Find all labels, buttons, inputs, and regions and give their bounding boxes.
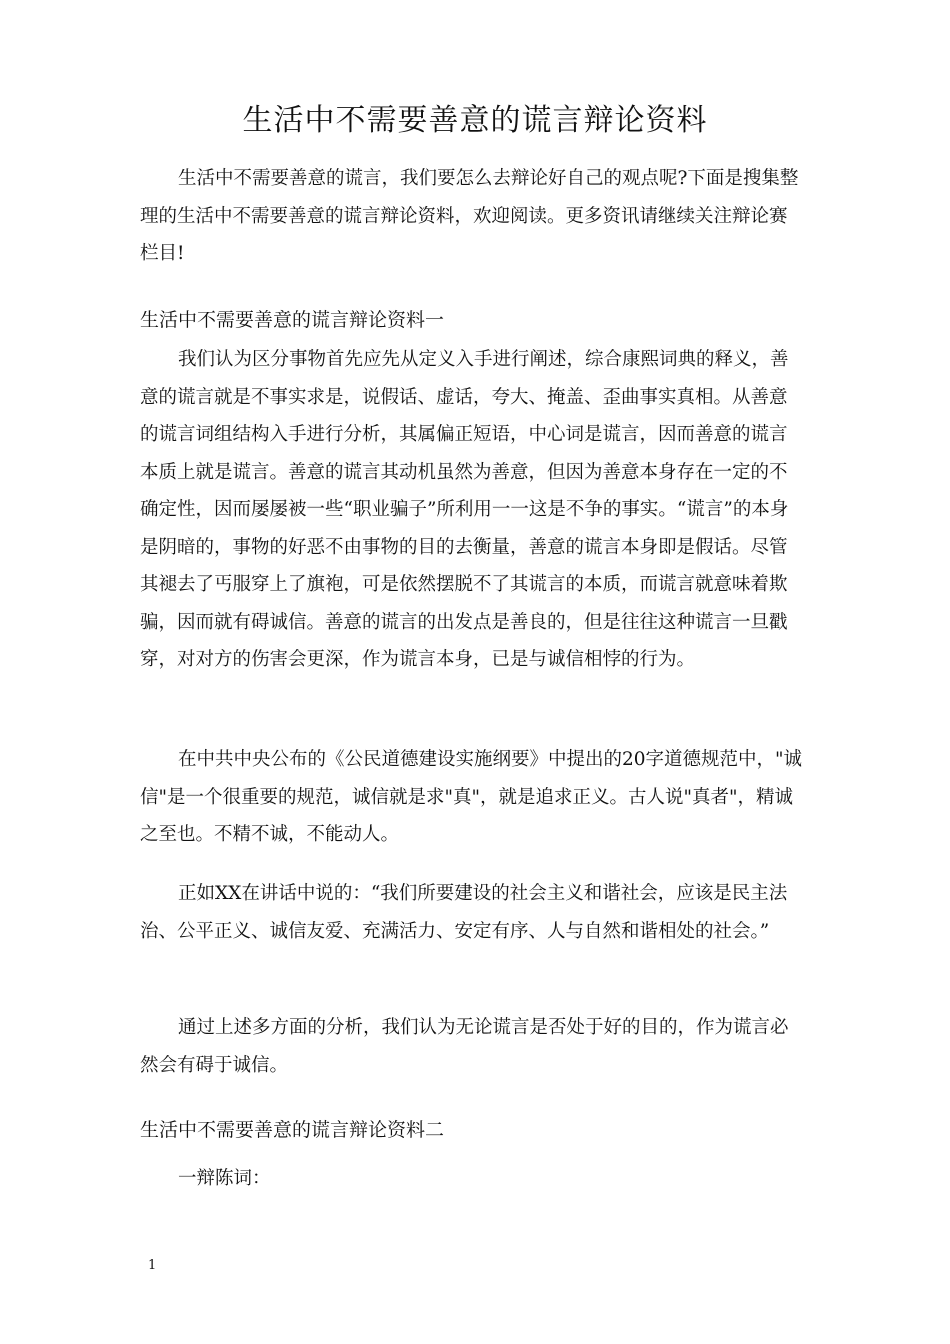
intro-paragraph: 生活中不需要善意的谎言，我们要怎么去辩论好自己的观点呢?下面是搜集整理的生活中不需要善意的谎言辩论资料，欢迎阅读。更多资讯请继续关注辩论赛栏目! bbox=[140, 168, 799, 264]
document-title: 生活中不需要善意的谎言辩论资料 bbox=[242, 103, 708, 138]
section2-heading: 生活中不需要善意的谎言辩论资料二 bbox=[140, 1119, 445, 1141]
section1-paragraph-3: 正如XX在讲话中说的：“我们所要建设的社会主义和谐社会，应该是民主法治、公平正义、诚信友爱、充满活力、安定有序、人与自然和谐相处的社会。” bbox=[140, 883, 788, 942]
section1-paragraph-4: 通过上述多方面的分析，我们认为无论谎言是否处于好的目的，作为谎言必然会有碍于诚信。 bbox=[140, 1017, 789, 1076]
section1-heading: 生活中不需要善意的谎言辩论资料一 bbox=[140, 309, 445, 331]
section2-paragraph-1: 一辩陈词： bbox=[178, 1168, 271, 1189]
section1-paragraph-1: 我们认为区分事物首先应先从定义入手进行阐述，综合康熙词典的释义，善意的谎言就是不事实求是，说假话、虚话，夸大、掩盖、歪曲事实真相。从善意的谎言词组结构入手进行分析，其属偏正短语，中心词是谎言，因而善意的谎言本质上就是谎言。善意的谎言其动机虽然为善意，但因为善意本身存在一定的不确定性，因而屡屡被一些“职业骗子”所利用一一这是不争的事实。“谎言”的本身是阴暗的，事物的好恶不由事物的目的去衡量，善意的谎言本身即是假话。尽管其褪去了丐服穿上了旗袍，可是依然摆脱不了其谎言的本质，而谎言就意味着欺骗，因而就有碍诚信。善意的谎言的出发点是善良的，但是往往这种谎言一旦戳穿，对对方的伤害会更深，作为谎言本身，已是与诚信相悖的行为。 bbox=[140, 349, 789, 670]
page-number: 1 bbox=[148, 1258, 157, 1273]
section1-paragraph-2: 在中共中央公布的《公民道德建设实施纲要》中提出的20字道德规范中，"诚信"是一个很重要的规范，诚信就是求"真"，就是追求正义。古人说"真者"，精诚之至也。不精不诚，不能动人。 bbox=[140, 749, 803, 845]
